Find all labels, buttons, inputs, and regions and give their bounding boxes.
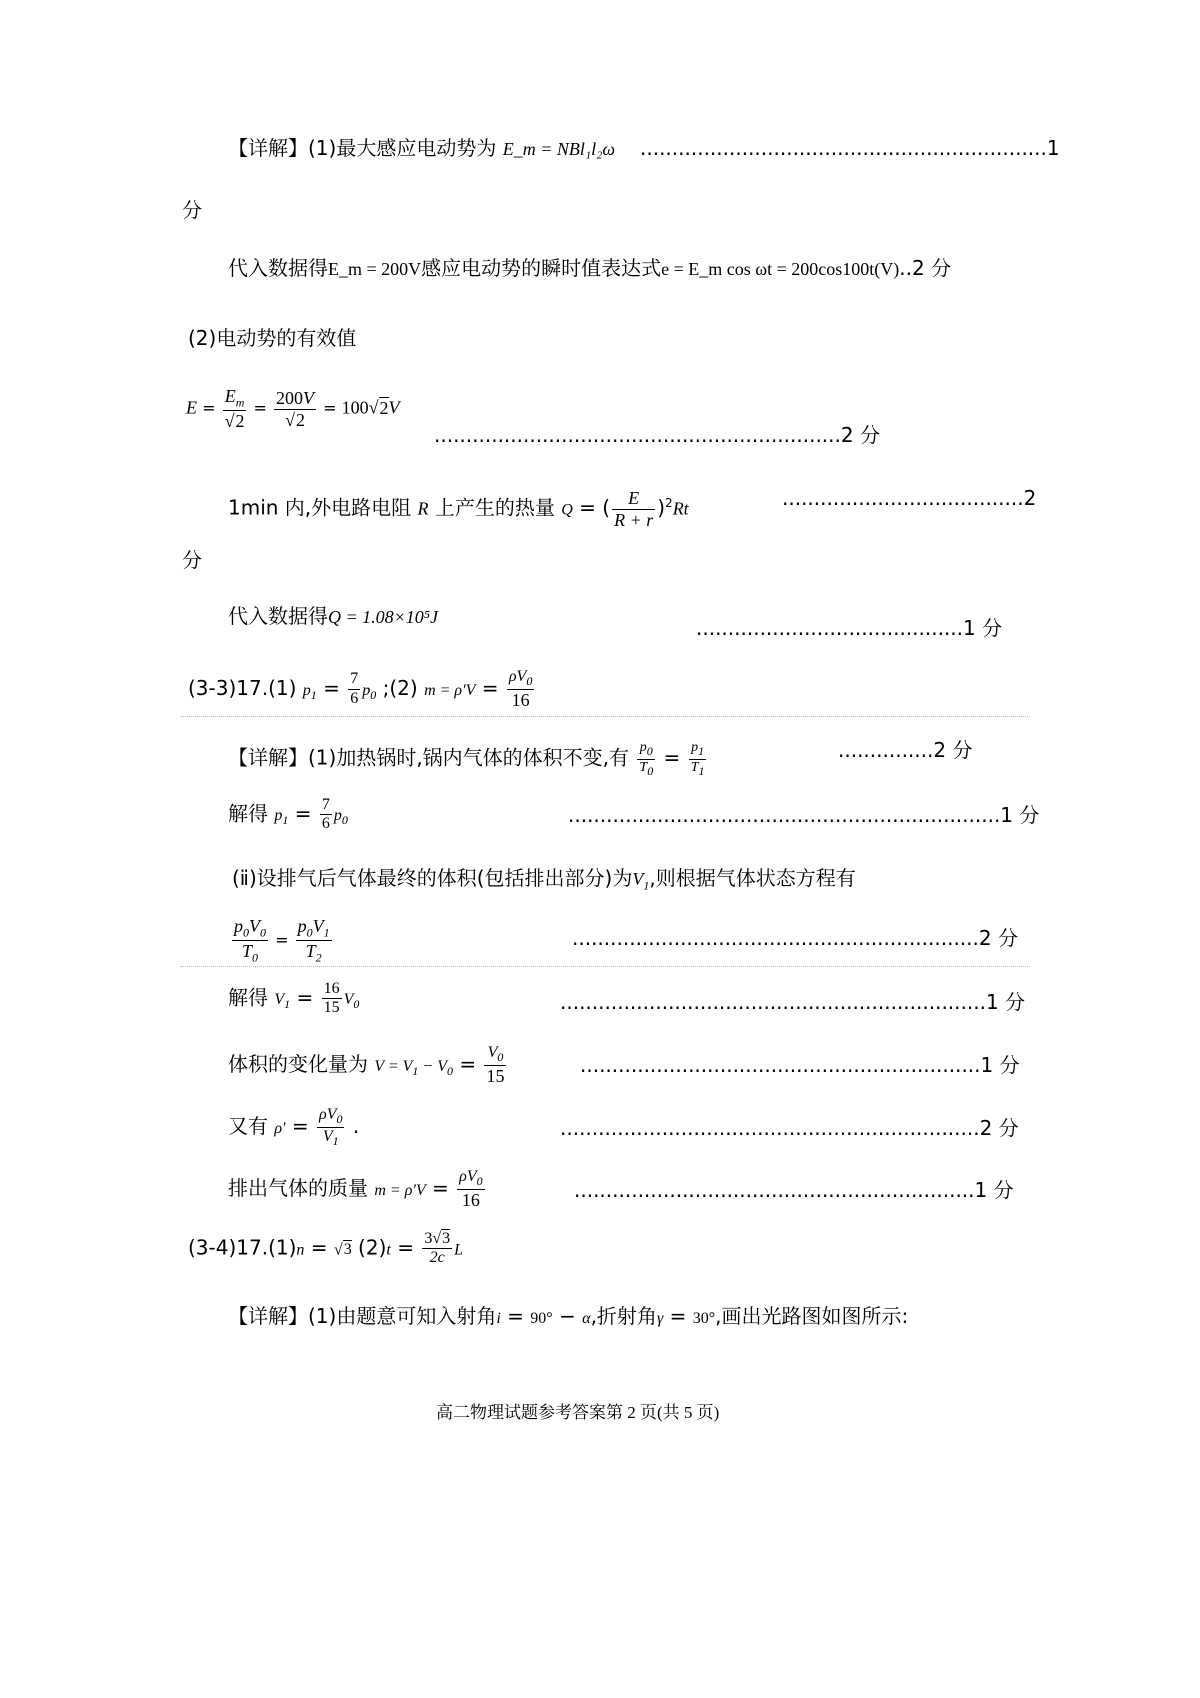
line-1-dots: ................................................................1: [640, 136, 1060, 160]
line-12-prefix: 解得: [228, 985, 268, 1010]
line-5-dots: ......................................2: [782, 486, 1037, 510]
line-9: 解得 $p_1$ = $\frac{7}{6}$ $p_0$: [228, 796, 348, 833]
line-2: [228, 258, 951, 278]
line-15: 排出气体的质量 m = ρ′V = $\frac{\rho V_0}{16}$: [228, 1168, 483, 1210]
line-5-var: R: [417, 498, 429, 519]
line-14: 又有 ρ′ = $\frac{\rho V_0}{V_1}$ .: [228, 1106, 360, 1149]
page-footer: 高二物理试题参考答案第 2 页(共 5 页): [436, 1403, 720, 1422]
line-16: (3-4)17.(1)n = √3 (2)t = $\frac{3√3}{2c}$ L: [188, 1230, 464, 1267]
line-6-prefix: 代入数据得: [228, 604, 328, 628]
line-15-dots: ...............................................................1 分: [574, 1178, 1014, 1202]
line-5: 1min 内,外电路电阻 R 上产生的热量 Q = ( $\frac{E}{R + r}$ )$^2$Rt: [228, 488, 689, 530]
line-2-math-2: e = E_m cos ωt = 200cos100t(V): [661, 259, 900, 279]
line-16-mid: (2): [358, 1235, 387, 1260]
line-9-prefix: 解得: [228, 801, 268, 826]
line-7-mid: ;(2): [382, 675, 418, 700]
line-5-mid: 上产生的热量: [434, 495, 555, 520]
line-7-prefix: (3-3)17.(1): [188, 675, 297, 700]
line-3: (2)电动势的有效值: [188, 326, 357, 350]
line-17-mid: ,折射角: [590, 1304, 657, 1328]
line-17-suffix: ,画出光路图如图所示:: [715, 1304, 909, 1328]
line-2-mid: 感应电动势的瞬时值表达式: [421, 256, 662, 280]
line-16-prefix: (3-4)17.(1): [188, 1235, 297, 1260]
line-8-dots: ...............2 分: [838, 738, 973, 762]
line-13-prefix: 体积的变化量为: [228, 1051, 368, 1076]
line-5-wrap: 分: [182, 548, 202, 572]
line-17-prefix: 【详解】(1)由题意可知入射角: [228, 1304, 497, 1328]
line-8-prefix: 【详解】(1)加热锅时,锅内气体的体积不变,有: [228, 745, 630, 770]
line-4-dots: ................................................................2 分: [434, 423, 880, 447]
line-6: [228, 606, 438, 626]
line-2-prefix: 代入数据得: [228, 256, 328, 280]
line-14-prefix: 又有: [228, 1113, 268, 1138]
line-2-score: ..2 分: [899, 256, 952, 280]
line-10-prefix: (ⅱ)设排气后气体最终的体积(包括排出部分)为: [232, 866, 633, 890]
line-9-dots: ....................................................................1 分: [568, 803, 1040, 827]
line-6-math: Q = 1.08×10⁵J: [328, 607, 439, 627]
line-1-math: E_m = NBl₁l₂ω: [502, 139, 616, 159]
line-5-prefix: 1min 内,外电路电阻: [228, 495, 412, 520]
line-13-dots: ...............................................................1 分: [580, 1053, 1020, 1077]
separator-1: [180, 716, 1030, 717]
line-1-wrap: 分: [182, 198, 202, 222]
line-14-dots: ..................................................................2 分: [560, 1116, 1019, 1140]
formula-state-equation: $\frac{p_0V_0}{T_0}$ = $\frac{p_0V_1}{T_2}$: [234, 916, 330, 965]
formula-e-effective: E = $\frac{E_m}{√2}$ = $\frac{200V}{√2}$ = 100√2V: [186, 386, 400, 432]
line-12-dots: ...................................................................1 分: [560, 990, 1026, 1014]
line-6-dots: ..........................................1 分: [696, 616, 1003, 640]
line-17: 【详解】(1)由题意可知入射角i = 90° − α,折射角γ = 30°,画出光路图如图所示:: [228, 1304, 909, 1328]
line-15-prefix: 排出气体的质量: [228, 1175, 368, 1200]
line-7: (3-3)17.(1) $p_1$ = $\frac{7}{6}$ $p_0$ ;(2) m = ρ′V = $\frac{\rho V_0}{16}$: [188, 668, 533, 710]
line-10-suffix: ,则根据气体状态方程有: [649, 866, 856, 890]
line-12: 解得 $V_1$ = $\frac{16}{15}$ $V_0$: [228, 980, 360, 1017]
line-13: 体积的变化量为 $V = V_1 - V_0$ = $\frac{V_0}{15}$: [228, 1044, 505, 1086]
separator-2: [180, 966, 1030, 967]
line-1-prefix: 【详解】(1)最大感应电动势为: [228, 136, 497, 160]
line-1: [228, 138, 615, 158]
line-8: 【详解】(1)加热锅时,锅内气体的体积不变,有 $\frac{p_0}{T_0}$ = $\frac{p_1}{T_1}$: [228, 740, 705, 778]
line-11-dots: ................................................................2 分: [572, 926, 1018, 950]
line-2-math-1: E_m = 200V: [328, 259, 422, 279]
line-10: (ⅱ)设排气后气体最终的体积(包括排出部分)为$V_1$,则根据气体状态方程有: [232, 866, 856, 893]
